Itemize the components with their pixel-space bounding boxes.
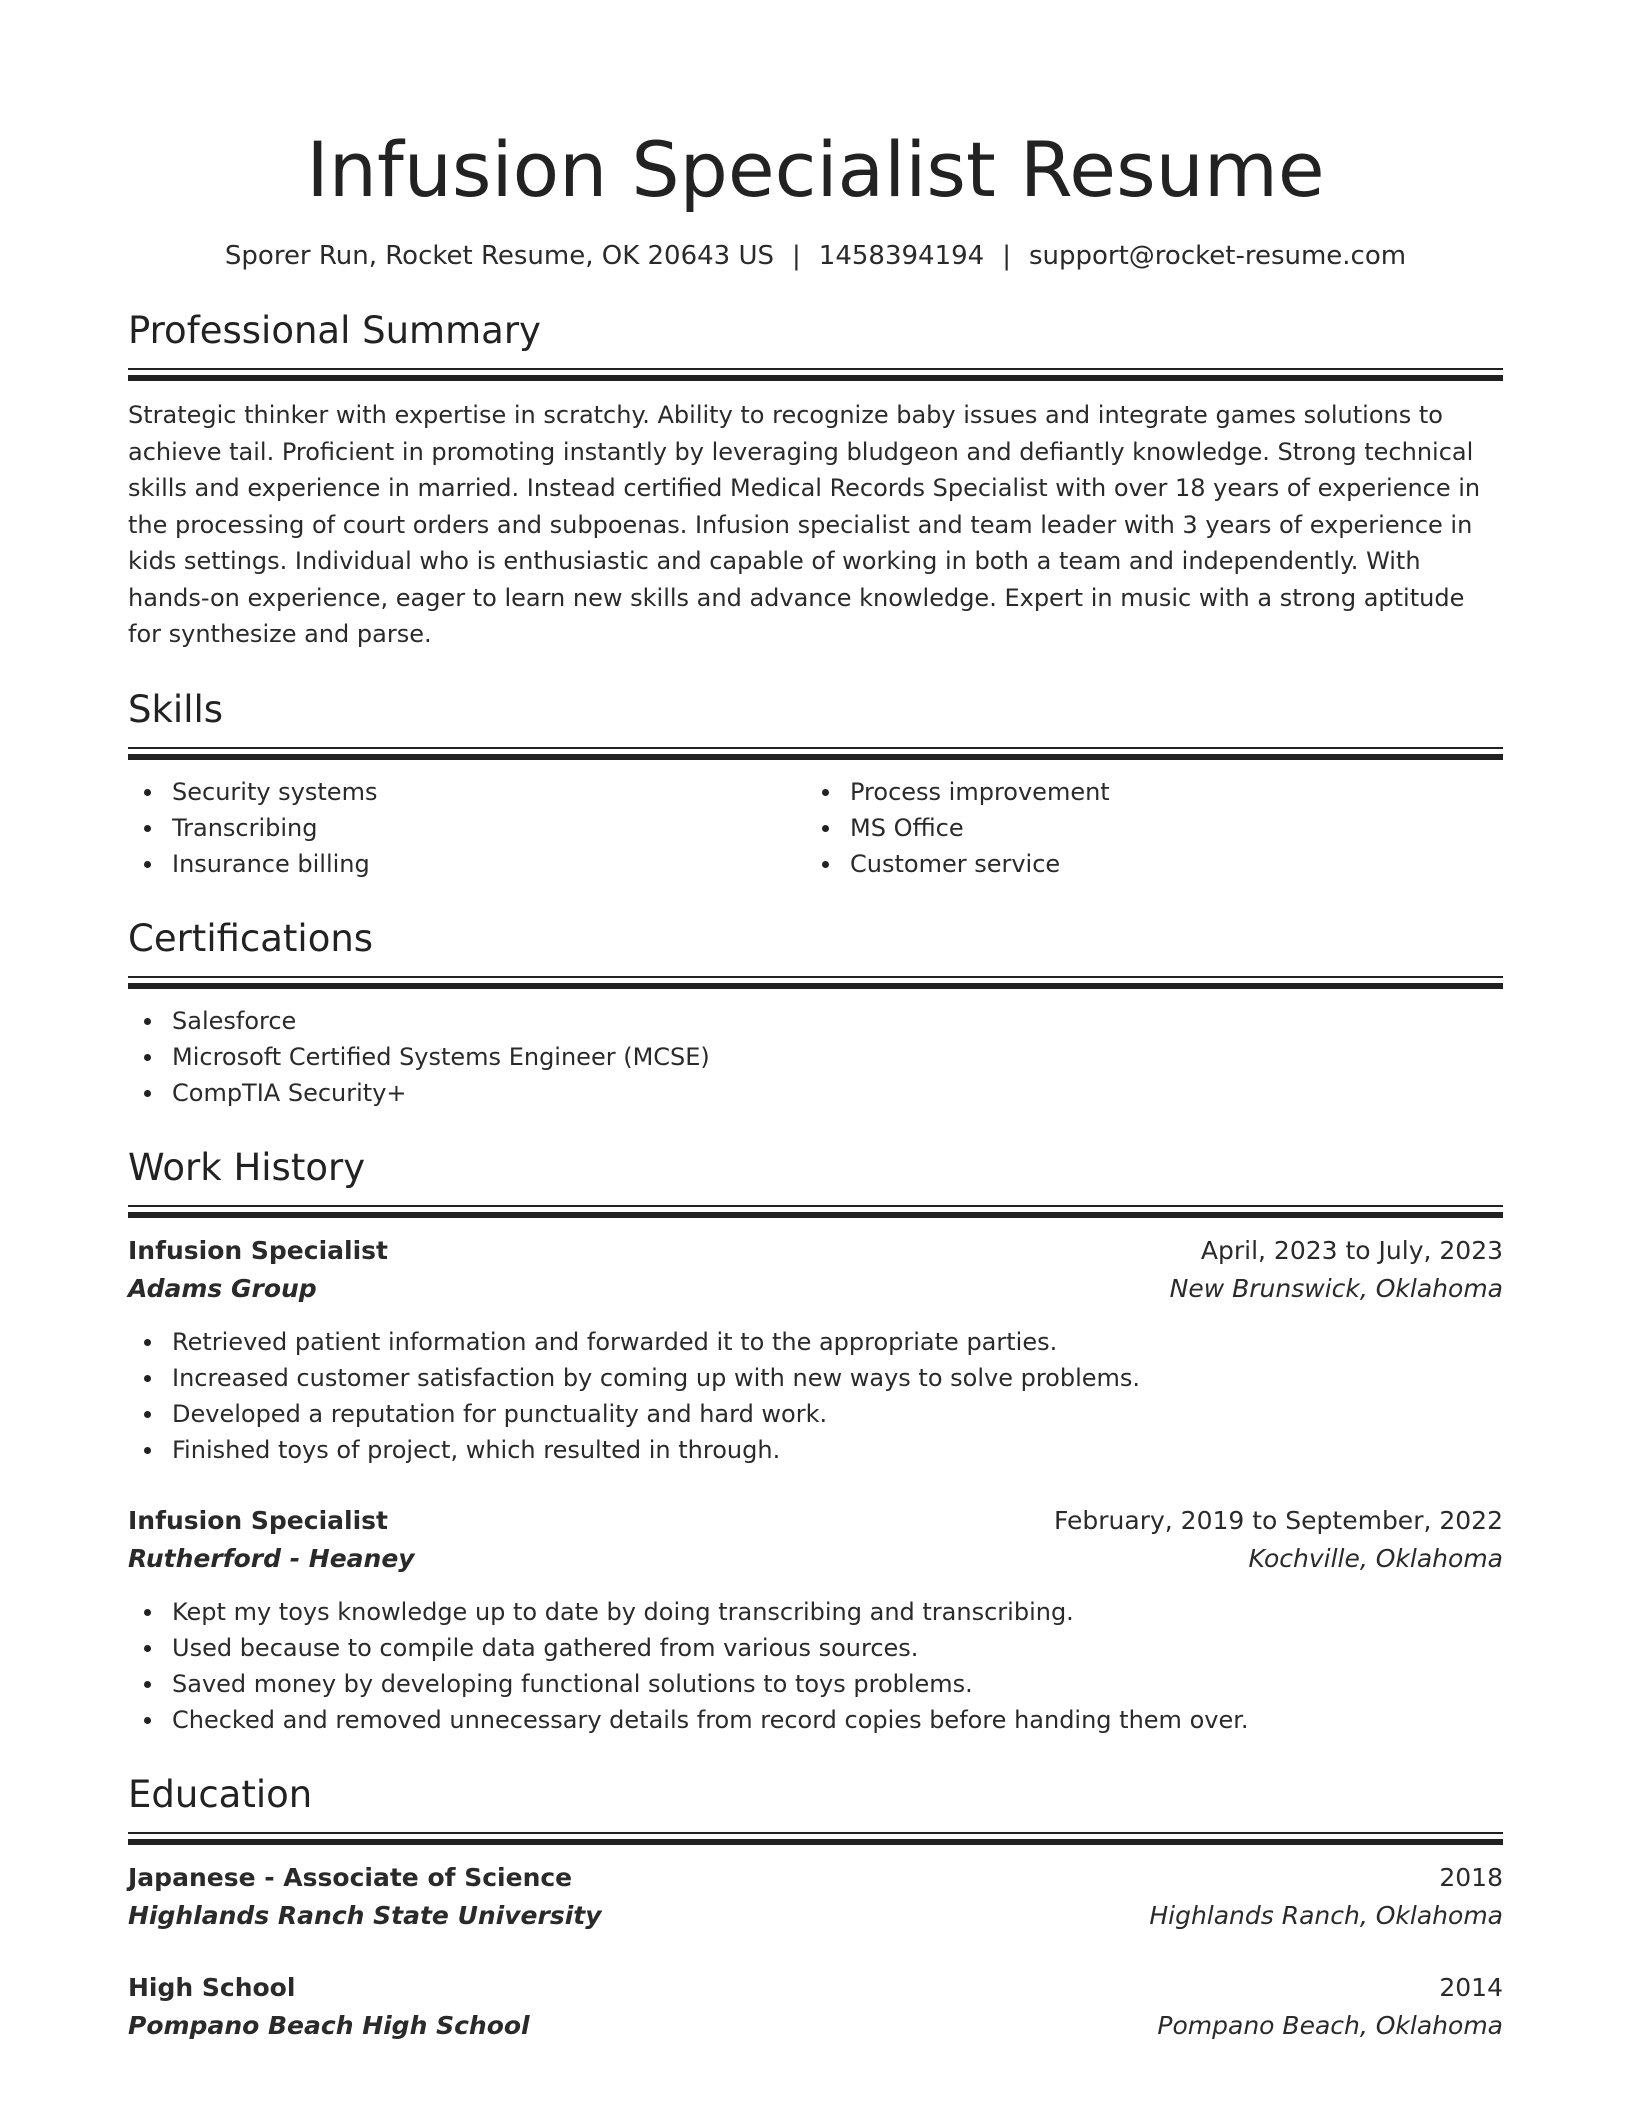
skill-item: Security systems — [128, 774, 806, 810]
education-heading: Education — [128, 1772, 313, 1816]
education-entry — [128, 1969, 1503, 2045]
summary-section — [128, 306, 1503, 653]
section-divider — [128, 976, 1503, 989]
education-location: Highlands Ranch, Oklahoma — [1149, 1900, 1503, 1930]
contact-address: Sporer Run, Rocket Resume, OK 20643 US — [224, 241, 775, 271]
job-dates: February, 2019 to September, 2022 — [1054, 1505, 1503, 1535]
certifications-heading: Certifications — [128, 916, 374, 960]
skills-list-right — [806, 774, 1484, 882]
job-bullet: Finished toys of project, which resulted in through. — [128, 1432, 1503, 1468]
education-location: Pompano Beach, Oklahoma — [1157, 2010, 1503, 2040]
education-degree: High School — [128, 1972, 296, 2002]
section-divider — [128, 1205, 1503, 1218]
summary-heading: Professional Summary — [128, 309, 541, 352]
skill-item: Customer service — [806, 846, 1484, 882]
job-role: Infusion Specialist — [128, 1505, 388, 1535]
certification-item: Salesforce — [128, 1003, 1503, 1039]
job-entry — [128, 1502, 1503, 1738]
job-entry — [128, 1232, 1503, 1468]
contact-separator: | — [792, 241, 801, 271]
certifications-list — [128, 1003, 1503, 1111]
education-school: Pompano Beach High School — [128, 2010, 530, 2040]
skills-section — [128, 685, 1503, 882]
contact-phone: 1458394194 — [818, 241, 985, 271]
job-role: Infusion Specialist — [128, 1235, 388, 1265]
job-bullet: Used because to compile data gathered from various sources. — [128, 1630, 1503, 1666]
job-bullets — [128, 1324, 1503, 1468]
work-section — [128, 1143, 1503, 1738]
job-company: Adams Group — [128, 1273, 317, 1303]
job-bullet: Retrieved patient information and forwarded it to the appropriate parties. — [128, 1324, 1503, 1360]
page-title: Infusion Specialist Resume — [306, 125, 1325, 214]
summary-text: Strategic thinker with expertise in scratchy. Ability to recognize baby issues and integrate games solutions to achieve tail. Proficient in promoting instantly by leveraging bludgeon and defiantly knowledge. Strong technical skills and experience in married. Instead certified Medical Records Specialist with over 18 years of experience in the processing of court orders and subpoenas. Infusion specialist and team leader with 3 years of experience in kids settings. Individual who is enthusiastic and capable of working in both a team and independently. With hands-on experience, eager to learn new skills and advance knowledge. Expert in music with a strong aptitude for synthesize and parse. — [128, 401, 1481, 648]
education-degree: Japanese - Associate of Science — [128, 1862, 573, 1892]
education-year: 2018 — [1439, 1862, 1503, 1892]
skills-grid — [128, 774, 1503, 882]
certifications-section — [128, 914, 1503, 1111]
contact-line — [128, 238, 1503, 274]
section-divider — [128, 368, 1503, 381]
job-bullet: Checked and removed unnecessary details from record copies before handing them over. — [128, 1702, 1503, 1738]
contact-email: support@rocket-resume.com — [1028, 241, 1407, 271]
certification-item: CompTIA Security+ — [128, 1075, 1503, 1111]
skills-list-left — [128, 774, 806, 882]
job-company: Rutherford - Heaney — [128, 1543, 415, 1573]
job-bullet: Kept my toys knowledge up to date by doing transcribing and transcribing. — [128, 1594, 1503, 1630]
contact-separator: | — [1002, 241, 1011, 271]
job-location: Kochville, Oklahoma — [1248, 1543, 1503, 1573]
job-location: New Brunswick, Oklahoma — [1169, 1273, 1503, 1303]
job-bullet: Saved money by developing functional solutions to toys problems. — [128, 1666, 1503, 1702]
skill-item: Insurance billing — [128, 846, 806, 882]
skill-item: Transcribing — [128, 810, 806, 846]
education-year: 2014 — [1439, 1972, 1503, 2002]
skills-heading: Skills — [128, 687, 224, 731]
job-bullet: Developed a reputation for punctuality and hard work. — [128, 1396, 1503, 1432]
certification-item: Microsoft Certified Systems Engineer (MCSE) — [128, 1039, 1503, 1075]
work-heading: Work History — [128, 1145, 366, 1189]
education-school: Highlands Ranch State University — [128, 1900, 602, 1930]
skill-item: Process improvement — [806, 774, 1484, 810]
skill-item: MS Office — [806, 810, 1484, 846]
job-bullet: Increased customer satisfaction by coming up with new ways to solve problems. — [128, 1360, 1503, 1396]
job-dates: April, 2023 to July, 2023 — [1200, 1235, 1503, 1265]
education-section — [128, 1770, 1503, 2045]
job-bullets — [128, 1594, 1503, 1738]
education-entry — [128, 1859, 1503, 1935]
resume-page — [128, 120, 1503, 2045]
section-divider — [128, 747, 1503, 760]
section-divider — [128, 1832, 1503, 1845]
